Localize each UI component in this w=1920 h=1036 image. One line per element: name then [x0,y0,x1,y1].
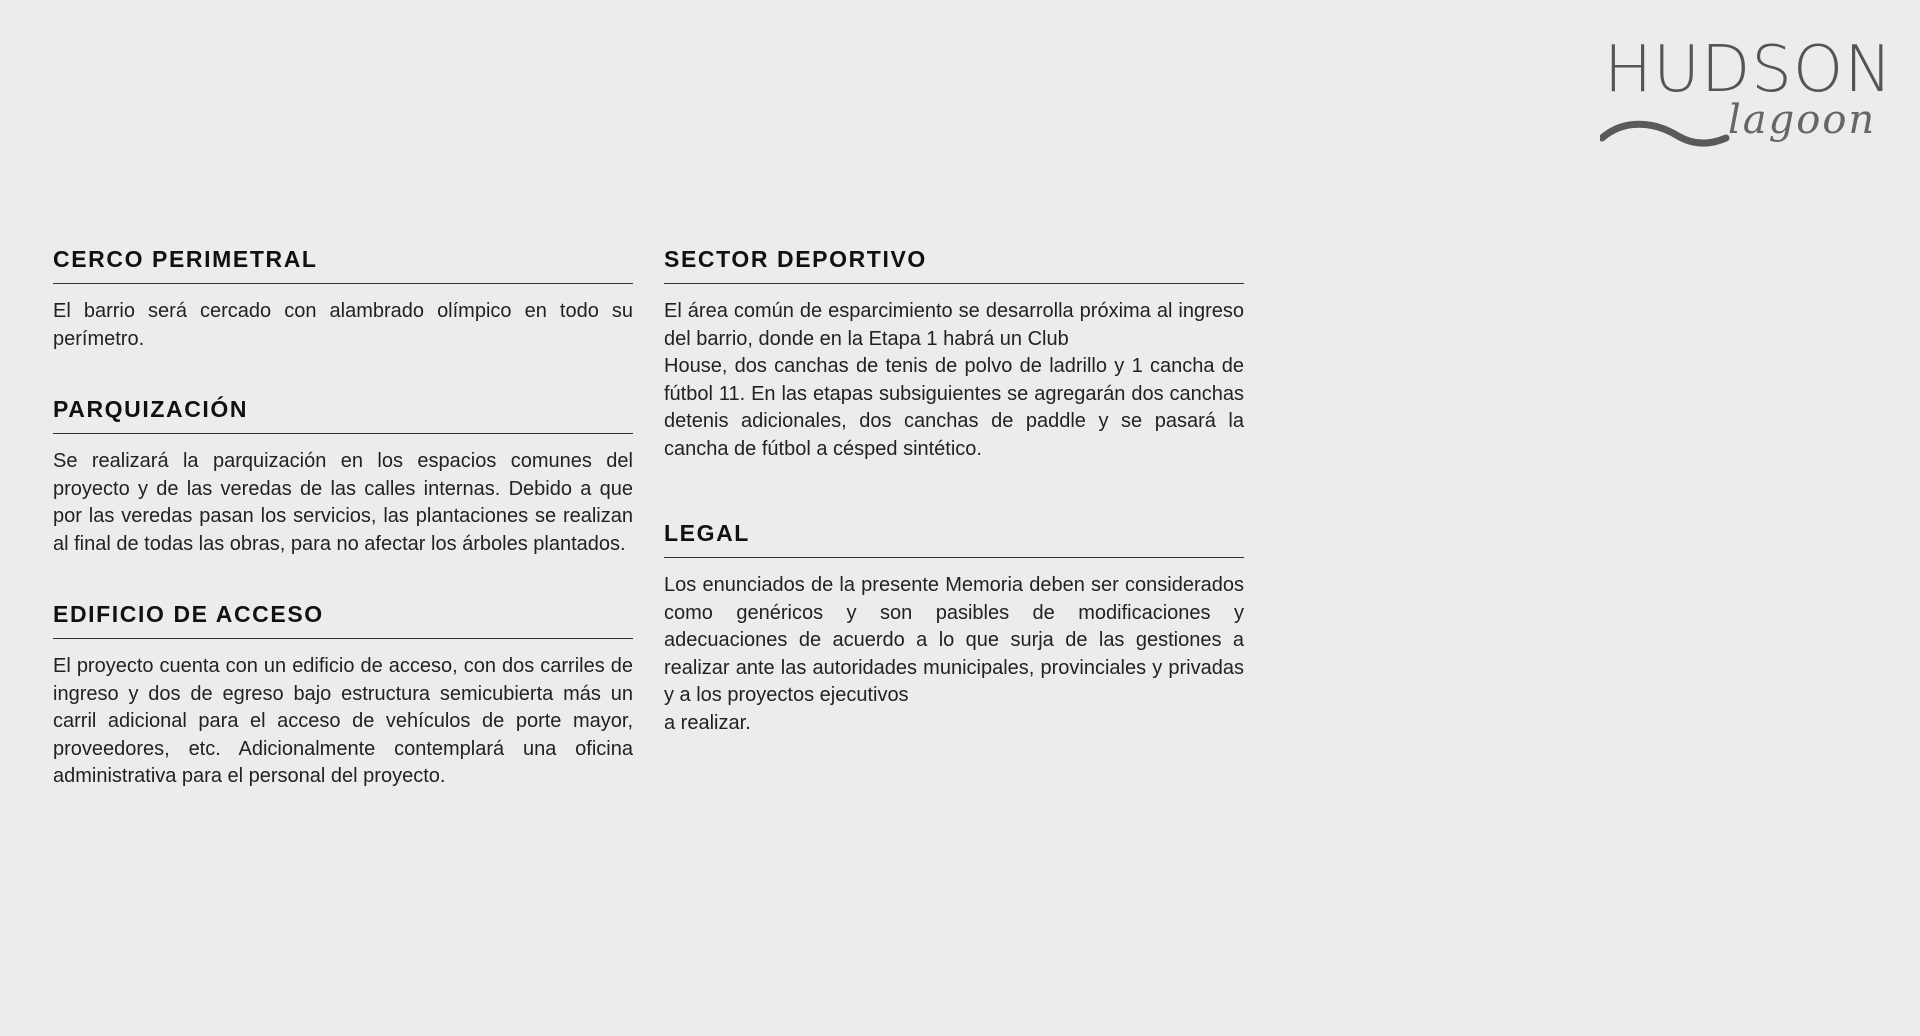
section-edificio-de-acceso [53,598,633,791]
brand-logo [1600,33,1894,168]
section-text: El proyecto cuenta con un edificio de acceso, con dos carriles de ingreso y dos de egreso bajo estructura semicubierta más un carril adicional para el acceso de vehículos de porte mayor, proveedores, etc. Adicionalmente contemplará una oficina administrativa para el personal del proyecto. [53,655,633,787]
section-legal [664,517,1244,737]
section-text: El área común de esparcimiento se desarrolla próxima al ingreso del barrio, donde en la Etapa 1 habrá un Club House, dos canchas de tenis de polvo de ladrillo y 1 cancha de fútbol 11. En las etapas subsiguientes se agregarán dos canchas detenis adicionales, dos canchas de paddle y se pasará la cancha de fútbol a césped sintético. [664,300,1244,460]
section-title: EDIFICIO DE ACCESO [53,598,633,639]
left-column [53,243,633,791]
right-column [664,243,1244,737]
section-text: Se realizará la parquización en los espacios comunes del proyecto y de las veredas de las calles internas. Debido a que por las veredas pasan los servicios, las plantaciones se realizan al final de todas las obras, para no afectar los árboles plantados. [53,450,633,555]
section-title: SECTOR DEPORTIVO [664,243,1244,284]
section-parquizacion [53,393,633,558]
brand-name: HUDSON [1604,33,1894,107]
section-text: El barrio será cercado con alambrado olímpico en todo su perímetro. [53,300,633,350]
wave-icon [1600,112,1730,152]
section-text: Los enunciados de la presente Memoria deben ser considerados como genéricos y son pasibles de modificaciones y adecuaciones de acuerdo a lo que surja de las gestiones a realizar ante las autoridades municipales, provinciales y privadas y a los proyectos ejecutivos a realizar. [664,574,1244,734]
section-sector-deportivo [664,243,1244,463]
brand-tagline: lagoon [1728,97,1877,143]
section-title: CERCO PERIMETRAL [53,243,633,284]
section-cerco-perimetral [53,243,633,353]
section-title: LEGAL [664,517,1244,558]
section-title: PARQUIZACIÓN [53,393,633,434]
